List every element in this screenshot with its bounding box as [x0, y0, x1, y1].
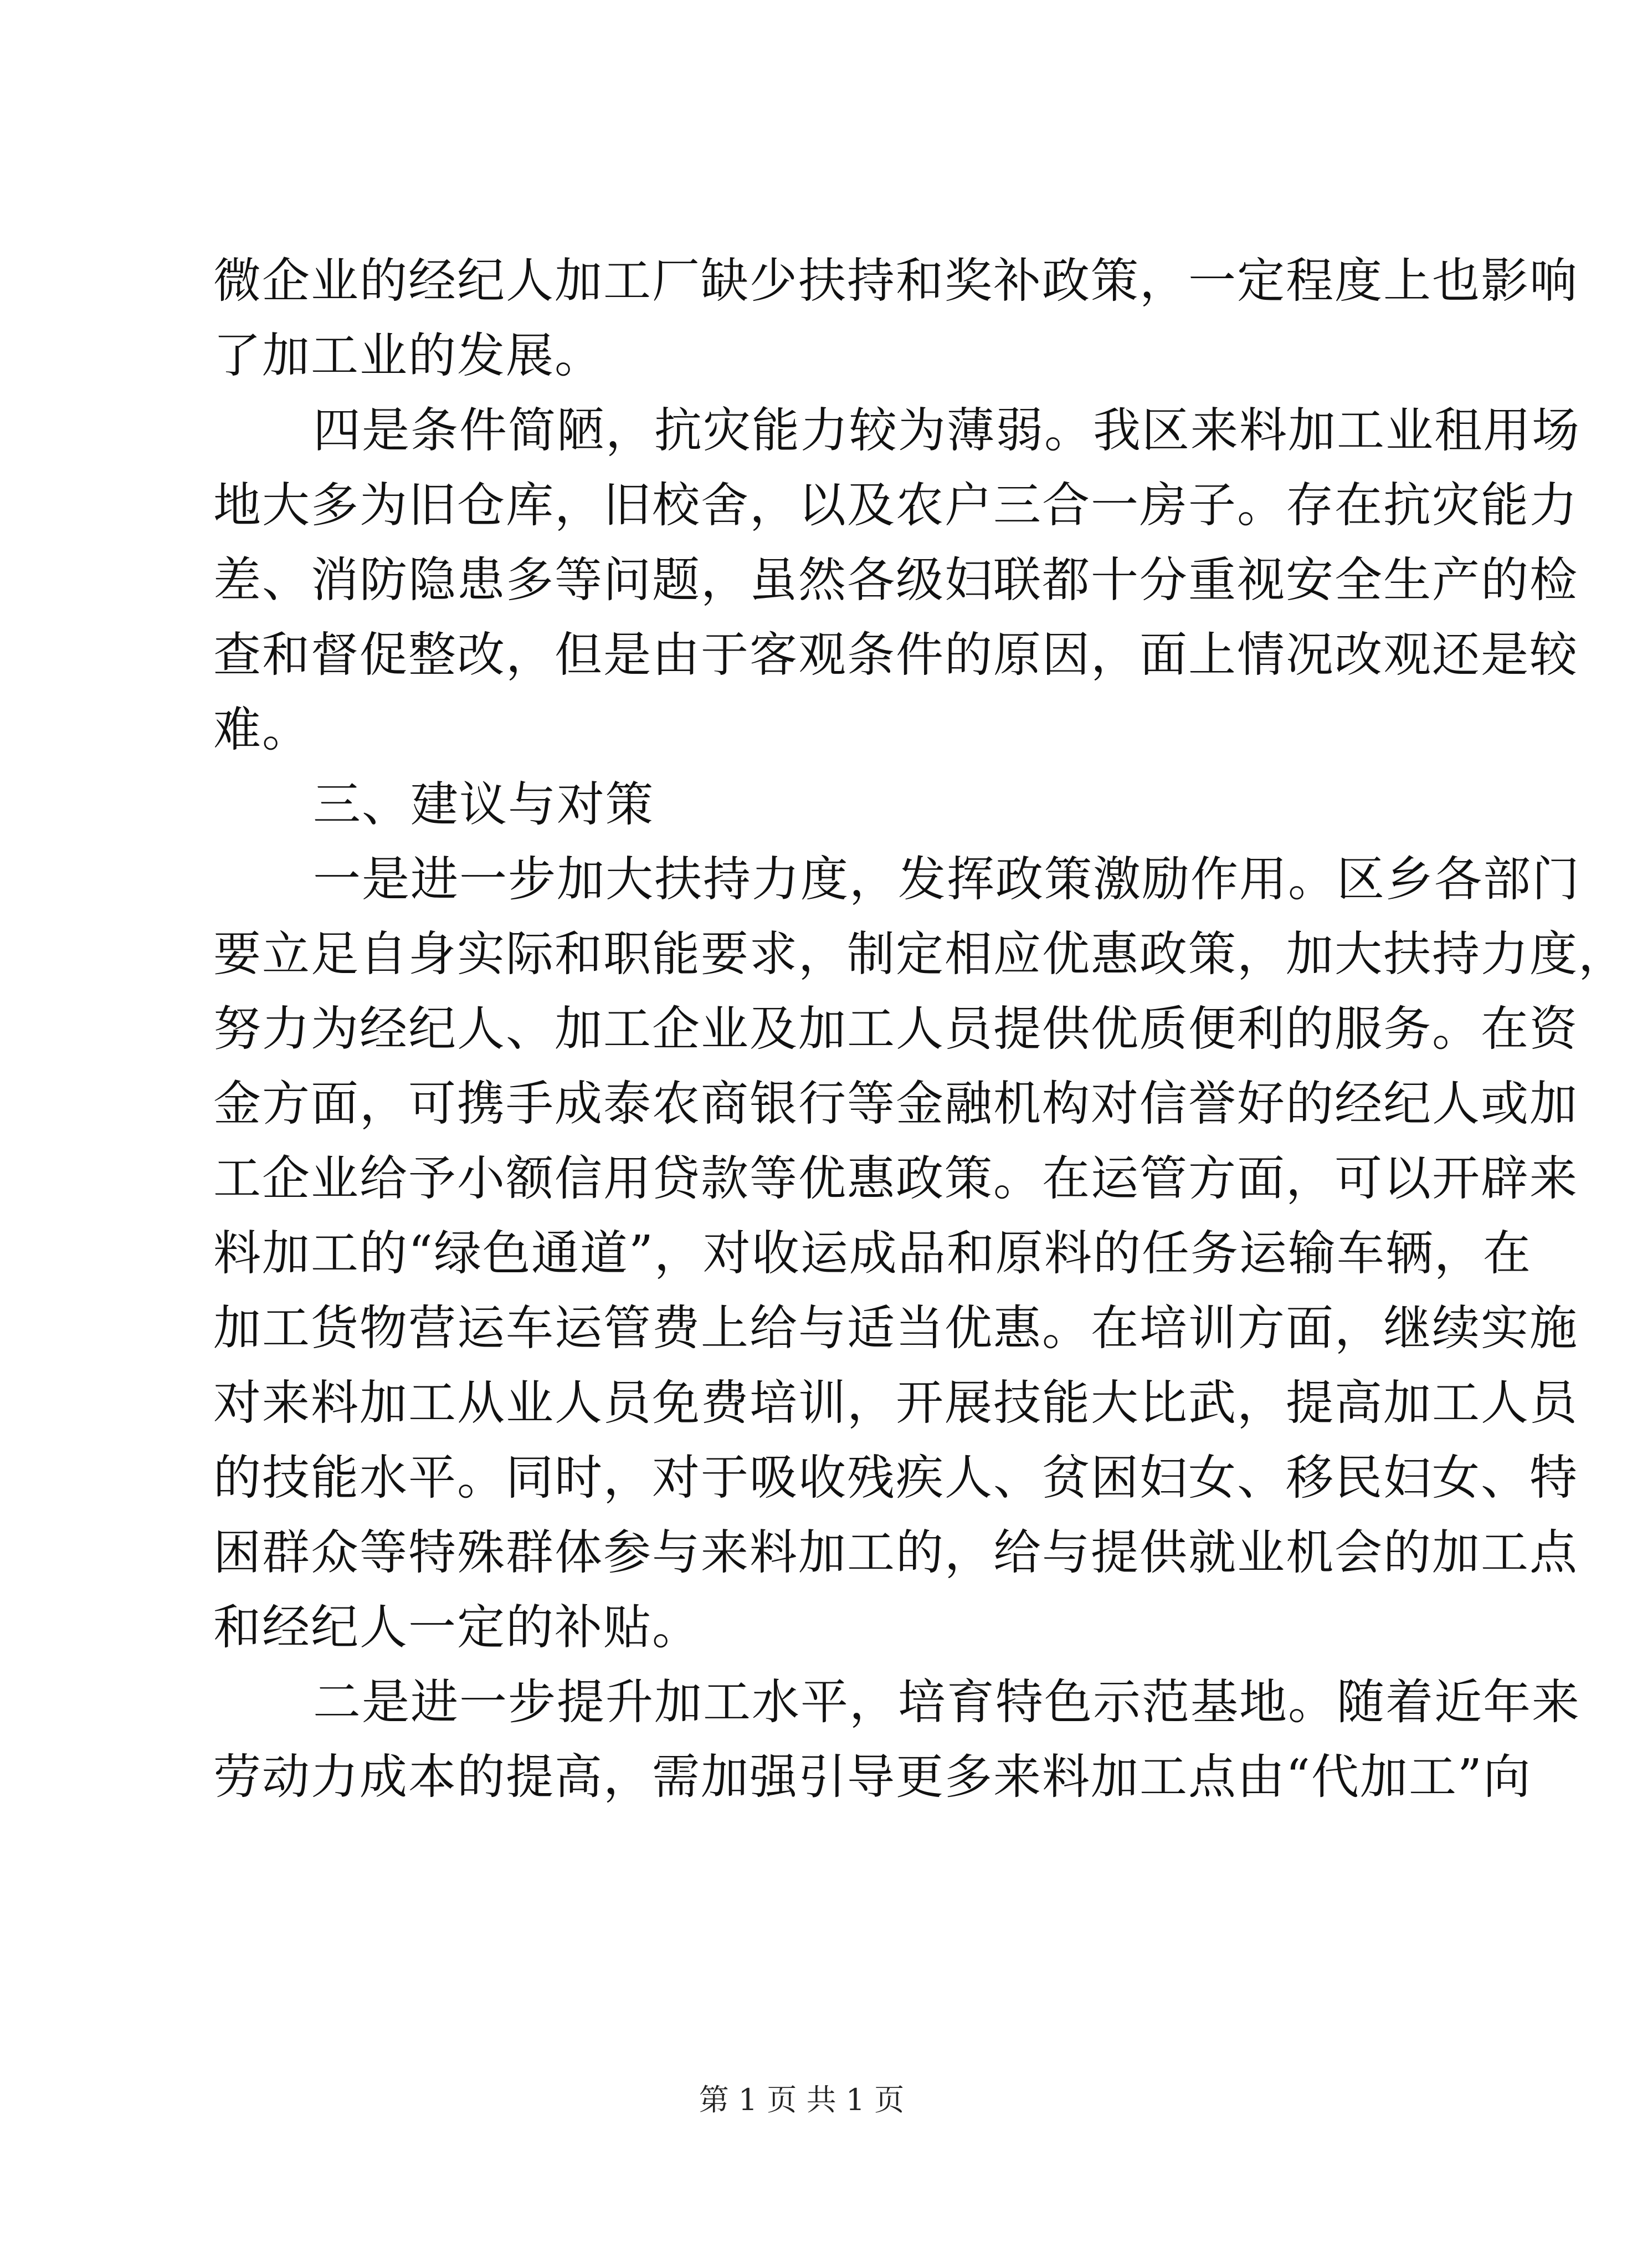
text-line: 努力为经纪人、加工企业及加工人员提供优质便利的服务。在资 [213, 1001, 1578, 1057]
text-line: 和经纪人一定的补贴。 [213, 1600, 701, 1655]
text-line: 微企业的经纪人加工厂缺少扶持和奖补政策，一定程度上也影响 [213, 253, 1578, 309]
paragraph-first-line: 四是条件简陋，抗灾能力较为薄弱。我区来料加工业租用场 [313, 403, 1580, 458]
text-line: 料加工的“绿色通道”，对收运成品和原料的任务运输车辆，在 [213, 1226, 1532, 1281]
text-line: 查和督促整改，但是由于客观条件的原因，面上情况改观还是较 [213, 627, 1578, 683]
text-line: 差、消防隐患多等问题，虽然各级妇联都十分重视安全生产的检 [213, 552, 1578, 608]
text-line: 地大多为旧仓库，旧校舍，以及农户三合一房子。存在抗灾能力 [213, 478, 1578, 533]
text-line: 要立足自身实际和职能要求，制定相应优惠政策，加大扶持力度， [213, 926, 1627, 982]
text-line: 金方面，可携手成泰农商银行等金融机构对信誉好的经纪人或加 [213, 1076, 1578, 1132]
text-line: 难。 [213, 702, 311, 757]
text-line: 加工货物营运车运管费上给与适当优惠。在培训方面，继续实施 [213, 1301, 1578, 1356]
document-body [213, 244, 1627, 1815]
paragraph-first-line: 一是进一步加大扶持力度，发挥政策激励作用。区乡各部门 [313, 852, 1580, 907]
text-line: 了加工业的发展。 [213, 328, 603, 383]
section-heading: 三、建议与对策 [313, 777, 654, 832]
text-line: 对来料加工从业人员免费培训，开展技能大比武，提高加工人员 [213, 1375, 1578, 1431]
page-footer: 第 1 页 共 1 页 [699, 2082, 905, 2117]
text-line: 困群众等特殊群体参与来料加工的，给与提供就业机会的加工点 [213, 1525, 1578, 1580]
text-line: 工企业给予小额信用贷款等优惠政策。在运管方面，可以开辟来 [213, 1151, 1578, 1206]
text-line: 的技能水平。同时，对于吸收残疾人、贫困妇女、移民妇女、特 [213, 1450, 1578, 1506]
text-line: 劳动力成本的提高，需加强引导更多来料加工点由“代加工”向 [213, 1749, 1532, 1805]
paragraph-first-line: 二是进一步提升加工水平，培育特色示范基地。随着近年来 [313, 1675, 1580, 1730]
